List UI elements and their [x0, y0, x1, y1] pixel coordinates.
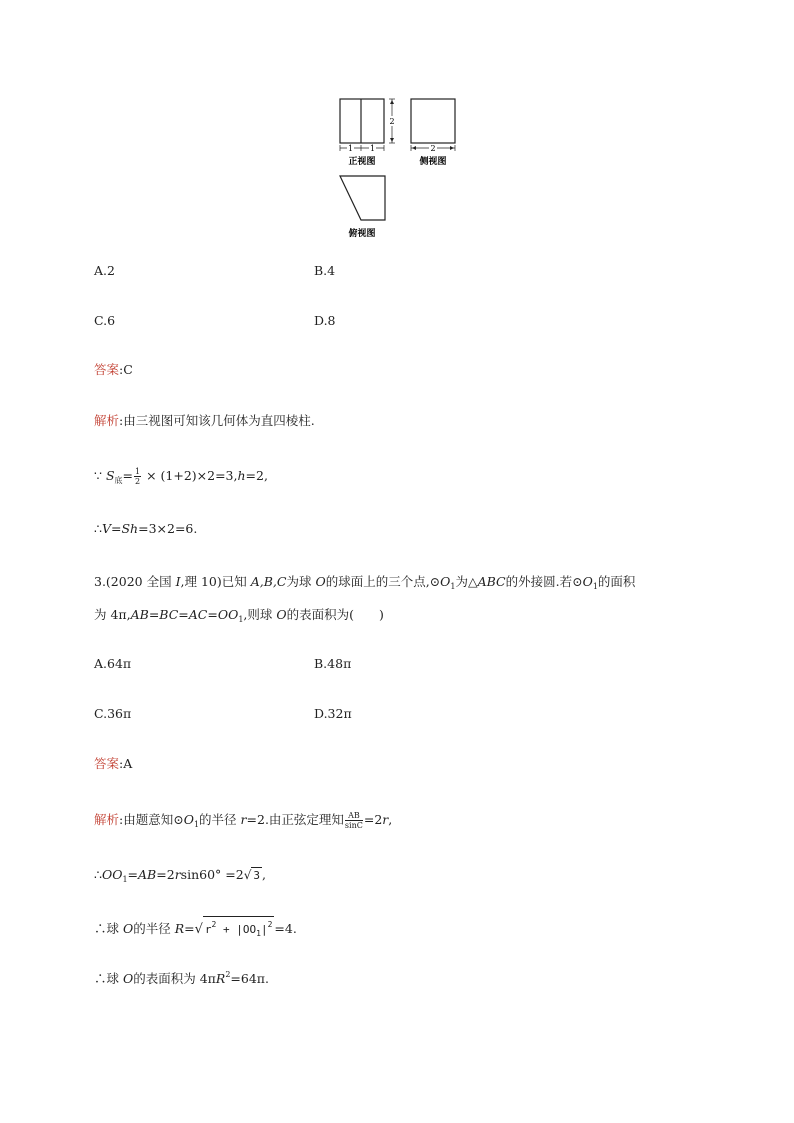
q2-f1-rest: × (1+2)×2=3,	[142, 468, 238, 483]
side-view-rect	[411, 99, 455, 143]
q2-options-row1	[94, 263, 336, 279]
q2-f2-rest: =3×2=6.	[138, 521, 198, 536]
top-view-label: 俯视图	[348, 229, 376, 239]
front-dim-1b: 1	[369, 144, 376, 153]
q3-radius-sqrt: $r^2 + |OO_1|^2$	[203, 916, 274, 942]
q2-f1-because: ∵	[94, 468, 106, 483]
q2-analysis-text: :由三视图可知该几何体为直四棱柱.	[119, 413, 315, 428]
side-dim-label: 2	[430, 144, 436, 153]
q3-option-b[interactable]: B.48π	[314, 656, 352, 671]
q3-analysis-line4: ∴球 O的表面积为 $4\pi R^2=64\pi$.	[94, 970, 269, 986]
q2-f2-therefore: ∴	[94, 521, 102, 536]
q3-options-row2	[94, 706, 352, 722]
q2-analysis	[94, 413, 315, 429]
q2-answer-label: 答案	[94, 362, 120, 377]
q2-option-b[interactable]: B.4	[314, 263, 336, 278]
q2-f1-S: S	[105, 468, 115, 483]
q3-law-of-sines-frac: $\frac{AB}{\sin C}$	[344, 811, 363, 830]
q2-f2-V: V	[101, 521, 111, 536]
side-view-label: 侧视图	[419, 157, 447, 167]
q3-answer-label: 答案	[94, 756, 120, 771]
q2-option-c[interactable]: C.6	[94, 313, 116, 328]
q2-analysis-label: 解析	[94, 413, 120, 428]
q2-f1-h: h	[237, 468, 246, 483]
q3-option-a[interactable]: A.64π	[94, 656, 132, 671]
q2-options-row2	[94, 313, 336, 329]
q2-f2-Sh: Sh	[121, 521, 139, 536]
q3-option-d[interactable]: D.32π	[314, 706, 352, 721]
q3-sqrt3: 3	[253, 869, 260, 882]
q2-answer-value: :C	[119, 362, 133, 377]
q2-option-d[interactable]: D.8	[314, 313, 336, 328]
q3-analysis-line1: 解析:由题意知$⊙O_1$的半径 r=2.由正弦定理知 $\frac{AB}{\sin C}$ =2r,	[94, 811, 393, 830]
q3-option-c[interactable]: C.36π	[94, 706, 132, 721]
q3-answer	[94, 756, 132, 772]
q2-answer	[94, 362, 133, 378]
top-view-shape	[340, 176, 385, 220]
front-view-rect	[340, 99, 384, 143]
q3-answer-value: :A	[119, 756, 133, 771]
q3-analysis-line3: ∴球 O的半径 R=√ $r^2 + |OO_1|^2 =4$.	[94, 916, 297, 942]
front-dim-1a: 1	[347, 144, 354, 153]
q3-options-row1	[94, 656, 352, 672]
q3-stem-line1: 3.(2020 全国 Ⅰ,理 10)已知 A,B,C为球 O的球面上的三个点$,⊙O_1$为△ABC的外接圆.若$⊙O_1$的面积	[94, 574, 636, 591]
three-view-figure	[330, 92, 470, 242]
q2-f2-eq: =	[110, 521, 122, 536]
q2-f1-sub: 底	[114, 476, 123, 485]
q2-formula-2	[94, 521, 197, 537]
q2-f1-frac: $\frac{1}{2}$	[135, 467, 141, 486]
q3-analysis-label: 解析	[94, 812, 120, 827]
q3-stem-line2: 为 $4\pi,AB=BC=AC=OO_1$,则球 O的表面积为( )	[94, 607, 384, 624]
q2-option-a[interactable]: A.2	[94, 263, 115, 278]
q3-analysis-line2: $\therefore OO_1=AB=2rsin60^\circ =2√$ 3 ,	[94, 867, 266, 884]
q2-f1-eq: =	[122, 468, 133, 483]
q2-f1-hval: =2,	[245, 468, 268, 483]
height-dim-label: 2	[389, 117, 395, 126]
q2-formula-1	[94, 467, 268, 489]
front-view-label: 正视图	[348, 157, 376, 167]
